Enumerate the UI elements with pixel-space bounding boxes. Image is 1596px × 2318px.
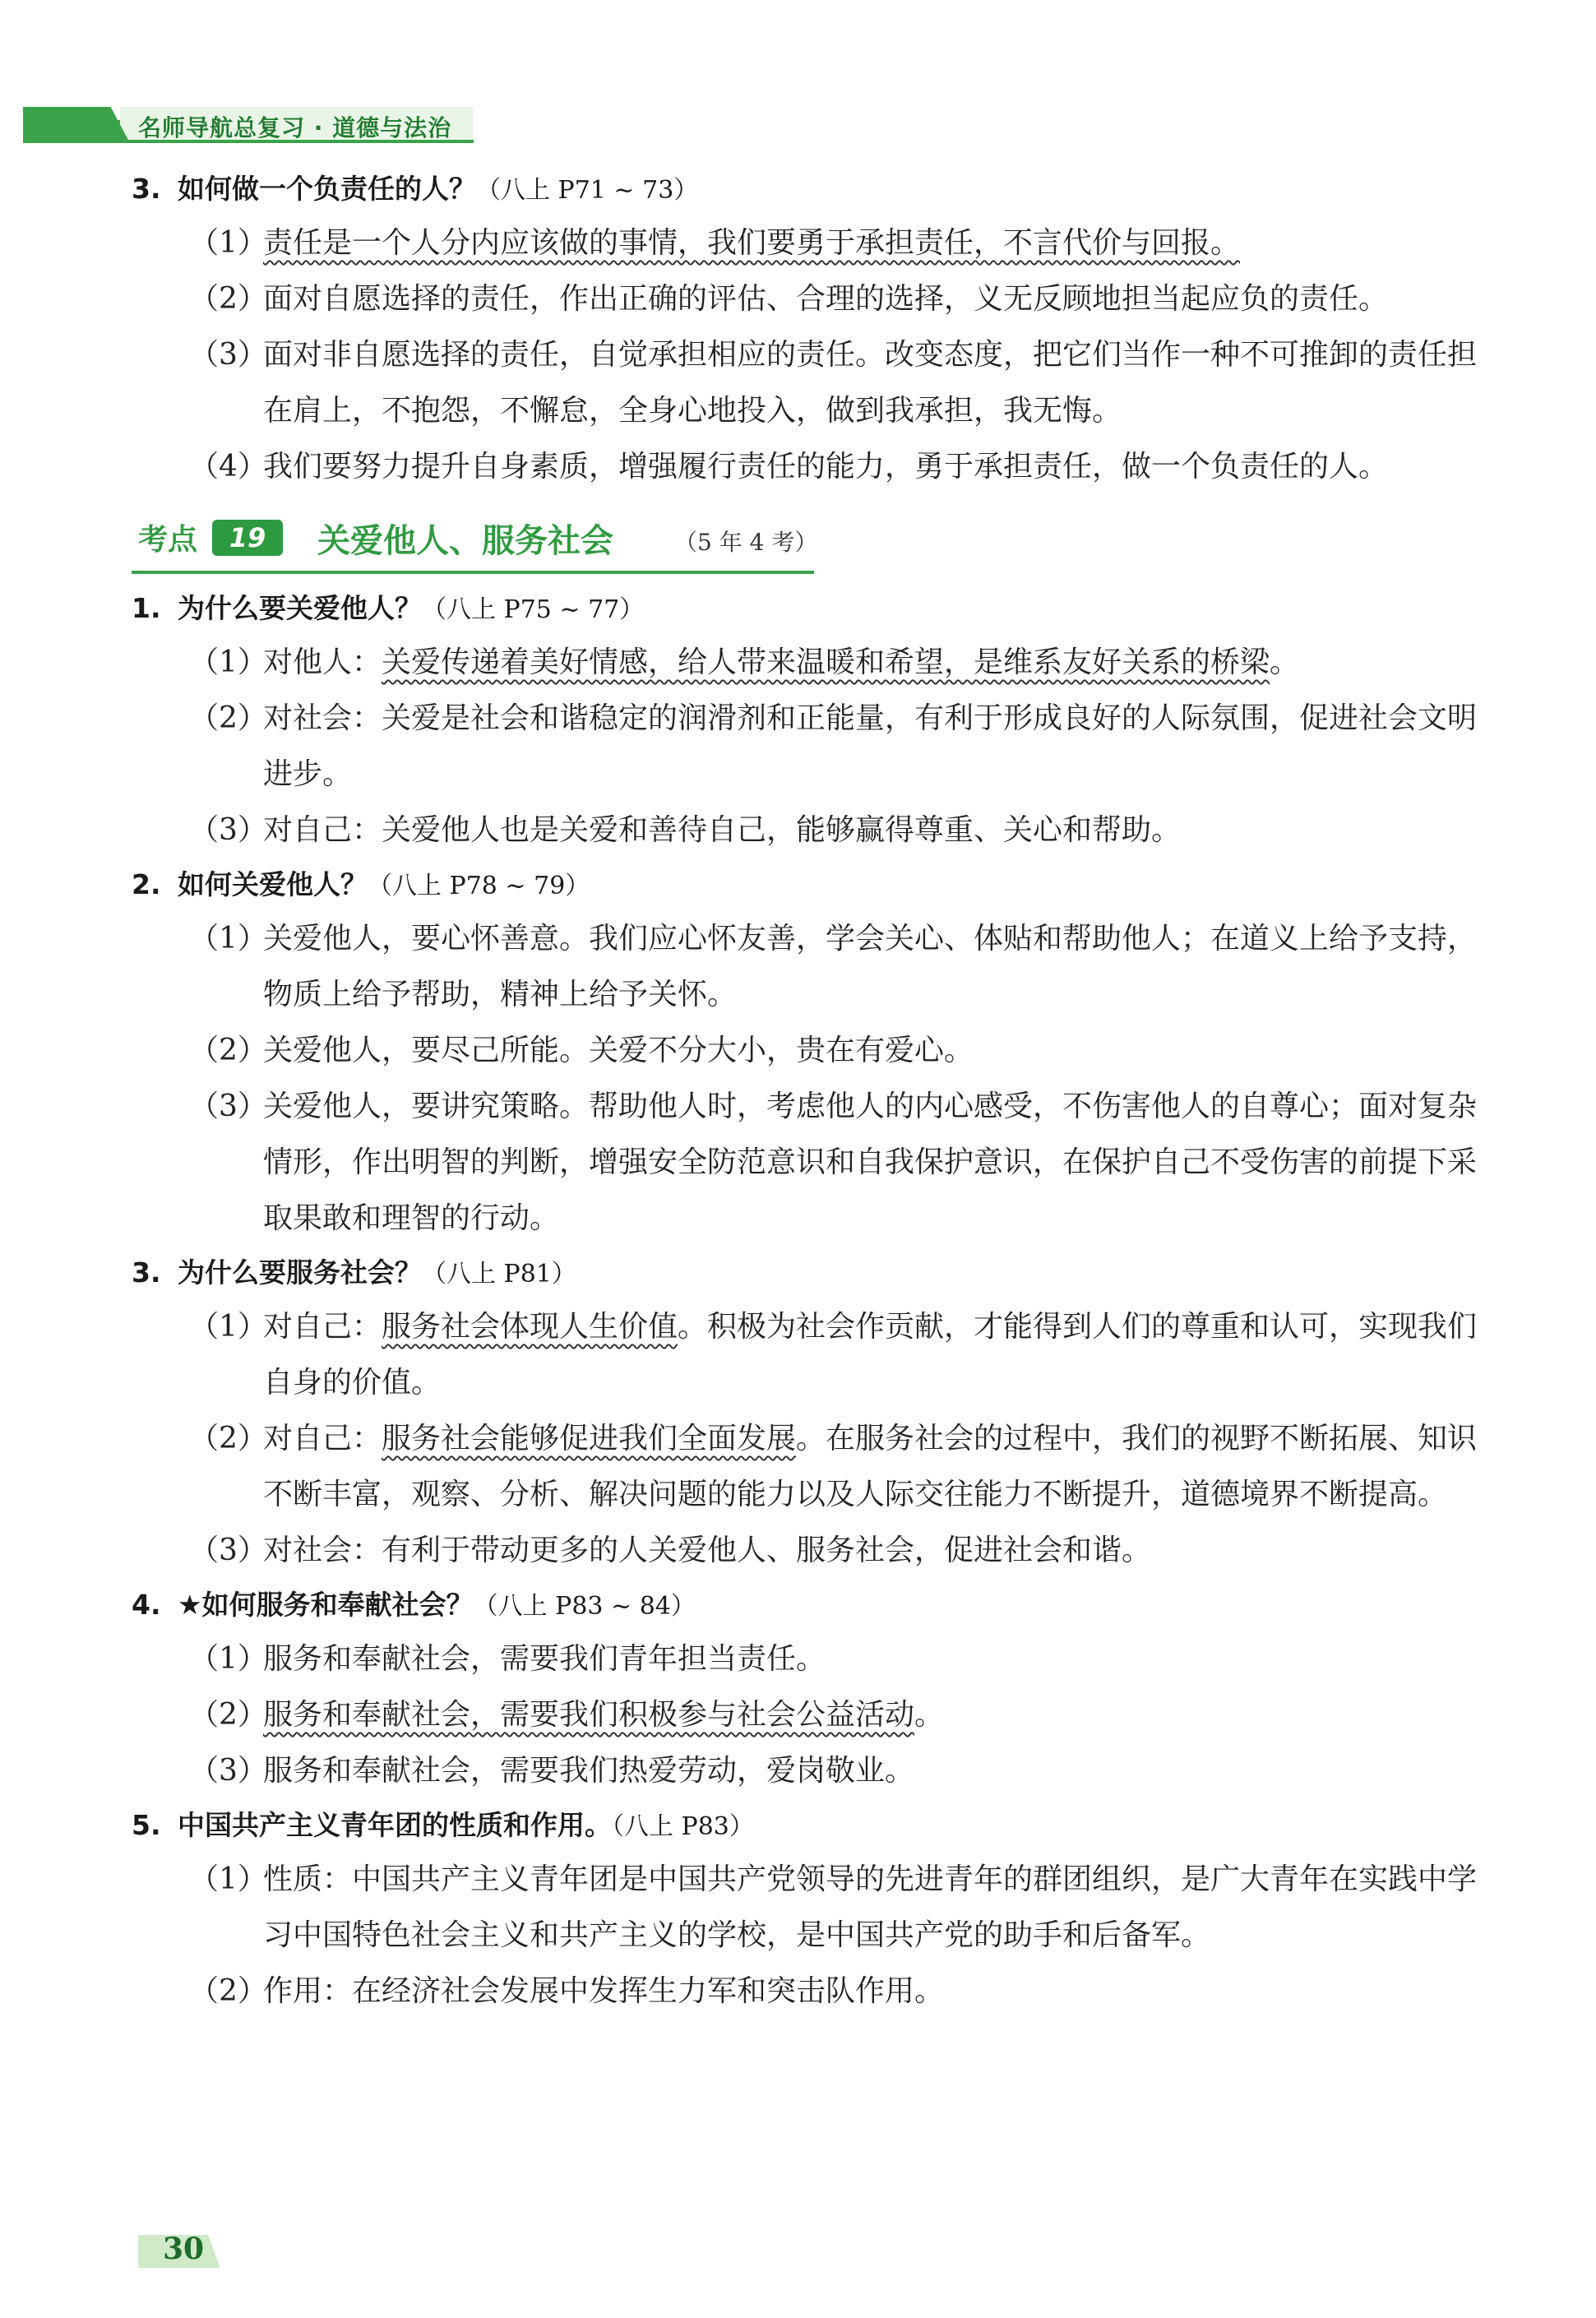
kaodian-title: 关爱他人、服务社会 xyxy=(317,522,613,560)
question-ref: （八上 P83 ~ 84） xyxy=(473,1592,696,1621)
item-text: 作用：在经济社会发展中发挥生力军和突击队作用。 xyxy=(263,1974,945,2008)
question-ref: （八上 P75 ~ 77） xyxy=(422,595,645,624)
list-item xyxy=(132,1299,1497,1411)
item-prefix: 对社会： xyxy=(263,701,382,735)
kaodian-heading xyxy=(132,508,818,574)
item-prefix: 对自己： xyxy=(263,1310,382,1344)
question-number: 2. xyxy=(132,868,161,900)
item-index: （2） xyxy=(189,282,267,316)
list-item xyxy=(132,439,1497,495)
question-heading xyxy=(132,1247,1497,1299)
list-item xyxy=(132,1964,1497,2020)
item-text: 责任是一个人分内应该做的事情，我们要勇于承担责任，不言代价与回报。 xyxy=(263,226,1241,260)
item-emphasis: 服务社会体现人生价值 xyxy=(382,1310,678,1344)
question-text: ★如何服务和奉献社会？ xyxy=(178,1589,474,1621)
page-number xyxy=(138,2230,229,2268)
item-text: 关爱他人，要讲究策略。帮助他人时，考虑他人的内心感受，不伤害他人的自尊心；面对复杂情形，作出明智的判断，增强安全防范意识和自我保护意识，在保护自己不受伤害的前提下采取果敢和理智的行动。 xyxy=(263,1090,1478,1235)
item-index: （4） xyxy=(189,450,267,483)
item-index: （1） xyxy=(189,645,267,679)
list-item xyxy=(132,1411,1497,1523)
item-emphasis: 关爱传递着美好情感，给人带来温暖和希望，是维系友好关系的桥梁 xyxy=(382,645,1270,679)
header-tab xyxy=(23,107,130,143)
list-item xyxy=(132,1079,1497,1247)
item-index: （2） xyxy=(189,1698,267,1732)
list-item xyxy=(132,215,1497,271)
question-ref: （八上 P81） xyxy=(422,1260,576,1289)
item-index: （2） xyxy=(189,1974,267,2008)
item-text: 性质：中国共产主义青年团是中国共产党领导的先进青年的群团组织，是广大青年在实践中学习中国特色社会主义和共产主义的学校，是中国共产党的助手和后备军。 xyxy=(263,1862,1478,1952)
list-item xyxy=(132,1023,1497,1079)
question-text: 为什么要服务社会？ xyxy=(178,1256,422,1289)
list-item xyxy=(132,1631,1497,1687)
item-text: 。 xyxy=(914,1698,945,1732)
item-index: （2） xyxy=(189,1422,267,1455)
item-index: （3） xyxy=(189,338,267,372)
item-text: 服务和奉献社会，需要我们热爱劳动，爱岗敬业。 xyxy=(263,1754,915,1788)
item-text: 我们要努力提升自身素质，增强履行责任的能力，勇于承担责任，做一个负责任的人。 xyxy=(263,450,1389,483)
item-text: 有利于带动更多的人关爱他人、服务社会，促进社会和谐。 xyxy=(382,1534,1152,1567)
list-item xyxy=(132,1687,1497,1743)
item-emphasis: 服务社会能够促进我们全面发展 xyxy=(382,1422,797,1455)
question-text: 如何关爱他人？ xyxy=(178,868,368,900)
list-item xyxy=(132,635,1497,691)
question-number: 3. xyxy=(132,1256,161,1289)
item-text: 关爱他人，要尽己所能。关爱不分大小，贵在有爱心。 xyxy=(263,1034,974,1067)
kaodian-number-badge: 19 xyxy=(212,520,283,556)
list-item xyxy=(132,1523,1497,1579)
list-item xyxy=(132,803,1497,858)
item-index: （3） xyxy=(189,813,267,847)
item-text: 关爱是社会和谐稳定的润滑剂和正能量，有利于形成良好的人际氛围，促进社会文明进步。 xyxy=(263,701,1478,791)
question-text: 中国共产主义青年团的性质和作用。 xyxy=(178,1809,612,1841)
list-item xyxy=(132,1852,1497,1964)
item-prefix: 对他人： xyxy=(263,645,382,679)
item-index: （3） xyxy=(189,1754,267,1788)
question-heading xyxy=(132,582,1497,635)
list-item xyxy=(132,691,1497,803)
question-number: 4. xyxy=(132,1589,161,1621)
item-text: 面对自愿选择的责任，作出正确的评估、合理的选择，义无反顾地担当起应负的责任。 xyxy=(263,282,1389,316)
item-prefix: 对自己： xyxy=(263,1422,382,1455)
question-text: 如何做一个负责任的人？ xyxy=(178,173,476,205)
item-emphasis: 服务和奉献社会，需要我们积极参与社会公益活动 xyxy=(263,1698,915,1732)
question-heading xyxy=(132,858,1497,911)
question-ref: （八上 P83） xyxy=(612,1812,754,1841)
kaodian-label: 考点 xyxy=(138,523,198,557)
item-index: （1） xyxy=(189,1642,267,1676)
list-item xyxy=(132,271,1497,327)
header-title: 名师导航总复习 · 道德与法治 xyxy=(138,114,452,141)
kaodian-frequency: （5 年 4 考） xyxy=(674,529,818,556)
item-text: 。 xyxy=(1270,645,1300,679)
question-heading xyxy=(132,1579,1497,1631)
item-index: （1） xyxy=(189,922,267,955)
running-header xyxy=(23,107,483,143)
item-text: 关爱他人，要心怀善意。我们应心怀友善，学会关心、体贴和帮助他人；在道义上给予支持，物质上给予帮助，精神上给予关怀。 xyxy=(263,922,1478,1011)
item-text: 关爱他人也是关爱和善待自己，能够赢得尊重、关心和帮助。 xyxy=(382,813,1182,847)
page-content xyxy=(132,163,1497,2020)
list-item xyxy=(132,1743,1497,1799)
item-prefix: 对自己： xyxy=(263,813,382,847)
question-heading xyxy=(132,1799,1497,1852)
list-item xyxy=(132,327,1497,439)
question-ref: （八上 P78 ~ 79） xyxy=(368,872,590,900)
item-prefix: 对社会： xyxy=(263,1534,382,1567)
item-index: （2） xyxy=(189,701,267,735)
list-item xyxy=(132,911,1497,1023)
item-index: （1） xyxy=(189,1862,267,1896)
item-index: （2） xyxy=(189,1034,267,1067)
item-text: 面对非自愿选择的责任，自觉承担相应的责任。改变态度，把它们当作一种不可推卸的责任担在肩上，不抱怨，不懈怠，全身心地投入，做到我承担，我无悔。 xyxy=(263,338,1478,428)
item-text: 服务和奉献社会，需要我们青年担当责任。 xyxy=(263,1642,826,1676)
item-text: 。积极为社会作贡献，才能得到人们的尊重和认可，实现我们自身的价值。 xyxy=(263,1310,1478,1400)
question-heading xyxy=(132,163,1497,215)
page-number-text: 30 xyxy=(163,2232,205,2266)
question-text: 为什么要关爱他人？ xyxy=(178,592,422,624)
item-index: （1） xyxy=(189,226,267,260)
item-index: （3） xyxy=(189,1090,267,1123)
question-number: 1. xyxy=(132,592,161,624)
item-index: （1） xyxy=(189,1310,267,1344)
question-number: 3. xyxy=(132,173,161,205)
question-ref: （八上 P71 ~ 73） xyxy=(476,176,699,205)
question-number: 5. xyxy=(132,1809,161,1841)
item-index: （3） xyxy=(189,1534,267,1567)
item-text: 。在服务社会的过程中，我们的视野不断拓展、知识不断丰富，观察、分析、解决问题的能力以及人际交往能力不断提升，道德境界不断提高。 xyxy=(263,1422,1478,1511)
